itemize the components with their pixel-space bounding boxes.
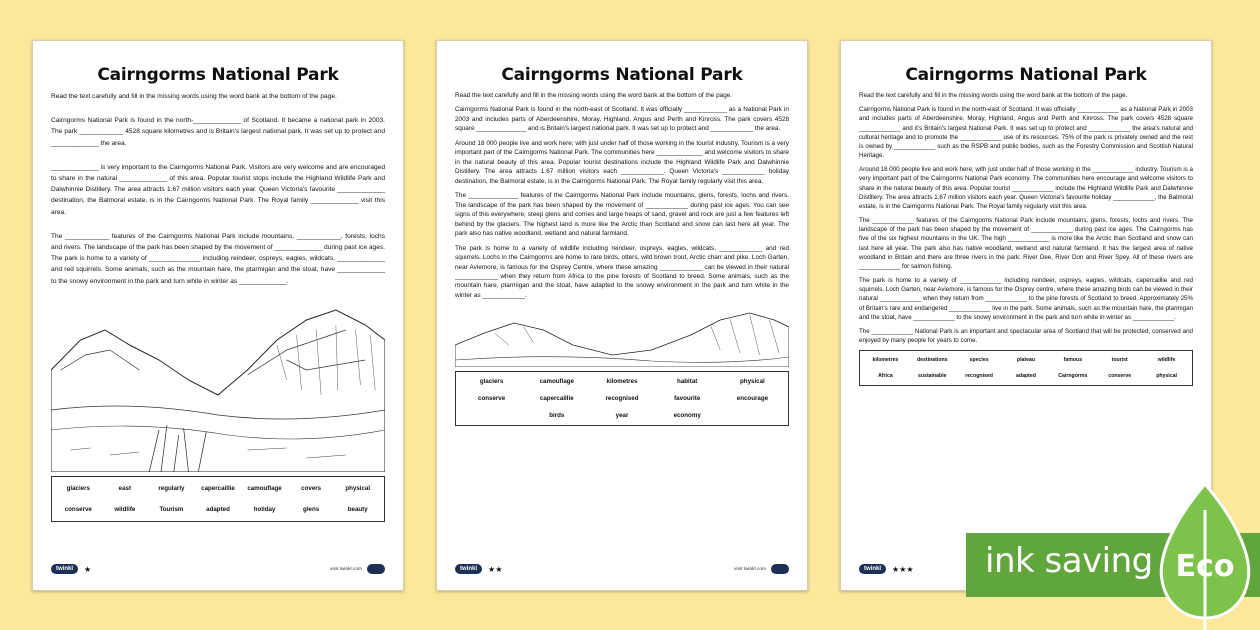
paragraph: The park is home to a variety of ____________ including reindeer, ospreys, eagles, wildcats, capercaillie and red squirrels. Loch Garten, near Aviemore, is famous for the Osprey centre, where these amazing birds can be viewed in their natural ____________ when they return from ____________ to the pine forests of Scotland to breed. Approximately 25% of Britain's rare and endangered ____________ live in the park. Some animals, such as the mountain hare, the ptarmigan and the stoat, have ____________ to the snowy environment in the park and turn white in winter as ____________. bbox=[859, 277, 1193, 321]
word-bank-item: conserve bbox=[1108, 373, 1132, 380]
twinkl-logo: twinkl bbox=[51, 564, 78, 574]
word-bank-item: sustainable bbox=[918, 373, 947, 380]
word-bank-item: recognised bbox=[965, 373, 993, 380]
paragraph: The ____________ features of the Cairngorms National Park include mountains, ____________, forests, lochs and rivers. The landscape of the park has been shaped by the movement of _____________ during past ice ages. The park is home to a variety of ______________ including reindeer, ospreys, eagles, wildcats, _____________ and red squirrels. Some animals, such as the mountain hare, the ptarmigan and the stoat, have _____________ to the snowy environment in the park and turn white in winter as _____________. bbox=[51, 232, 385, 285]
ink-saving-label: ink saving bbox=[985, 541, 1153, 581]
word-bank bbox=[51, 476, 385, 522]
word-bank-item: Cairngorms bbox=[1058, 373, 1088, 380]
word-bank-item: holiday bbox=[253, 505, 276, 513]
paragraph: Cairngorms National Park is found in the north-east of Scotland. It was officially ____________ as a National Park in 2003 and includes parts of Aberdeenshire, Moray, Highland, Angus and Perth and Kinross. The park covers 4528 square ____________ and it's Britain's largest National Park. It was set up to protect and ____________ the area's natural and cultural heritage and to promote the ____________ use of its resources. 75% of the park is privately owned and the rest is owned by ____________ such as the RSPB and public bodies, such as the Forestry Commission and Scottish Natural Heritage. bbox=[859, 106, 1193, 160]
word-bank-item: glaciers bbox=[479, 378, 504, 386]
word-bank-item: kilometres bbox=[606, 378, 638, 386]
word-bank-item: habitat bbox=[677, 378, 698, 386]
word-bank-item bbox=[460, 412, 523, 419]
word-bank-item: plateau bbox=[1016, 357, 1036, 364]
word-bank-item: favourite bbox=[674, 395, 701, 403]
word-bank-item: glaciers bbox=[66, 484, 90, 492]
worksheet-title: Cairngorms National Park bbox=[97, 65, 339, 85]
word-bank-item: physical bbox=[345, 484, 371, 492]
word-bank-item: capercaillie bbox=[201, 484, 235, 492]
word-bank-item: economy bbox=[673, 412, 701, 420]
word-bank-item: glens bbox=[303, 505, 320, 513]
word-bank-item: recognised bbox=[605, 395, 639, 403]
word-bank-item: destinations bbox=[916, 357, 948, 364]
word-bank-item: adapted bbox=[1016, 373, 1036, 380]
paragraph: _____________ is very important to the Cairngorms National Park. Visitors are very welcome and are encouraged to share in the natural _____________ of this area. Popular tourist stops include the Highland Wildlife Park and Dalwhinnie Distillery. The area attracts 1.67 million visitors each year. Queen Victoria's favourite _____________ destination, the Balmoral estate, is in the Cairngorms National Park. The Royal family _____________ visit this area. bbox=[51, 163, 385, 216]
worksheet-2-star bbox=[436, 40, 808, 591]
twinkl-logo: twinkl bbox=[859, 564, 886, 574]
paragraph: The park is home to a variety of wildlife including reindeer, ospreys, eagles, wildcats, ____________ and red squirrels. Lochs in the Cairngorms are home to rare birds, otters, wild brown trout, Arctic charr and pike. Loch Garten, near Aviemore, is famous for the Osprey Centre, where these amazing ____________ can be viewed in their natural ____________ when they return from Africa to the pine forests of Scotland to breed. Some animals, such as the mountain hare, ptarmigan and the stoat, have adapted to the snowy environment in the park and turn white in the winter as ____________. bbox=[455, 244, 789, 299]
difficulty-stars: ★★★ bbox=[892, 564, 914, 574]
word-bank-item: physical bbox=[740, 378, 765, 386]
eco-badge-label: Eco bbox=[1175, 549, 1235, 584]
word-bank-item: physical bbox=[1156, 373, 1177, 380]
word-bank bbox=[859, 350, 1193, 386]
paragraph: The ______________ features of the Cairngorms National Park include mountains, glens, forests, lochs and rivers. The landscape of the park has been shaped by the movement of ____________ during past ice ages. You can see signs of this everywhere; steep glens and corries and large heaps of sand, gravel and rock are just a few features left behind by the glaciers. The highest land is more like the Arctic than Scotland and snow can last here all year. The park also has native woodland, wetland and natural farmland. bbox=[455, 192, 789, 238]
word-bank-item: kilometres bbox=[872, 357, 899, 364]
word-bank-item: conserve bbox=[64, 505, 92, 513]
instructions: Read the text carefully and fill in the missing words using the word bank at the bottom of the page. bbox=[859, 92, 1128, 99]
word-bank-item: birds bbox=[549, 412, 565, 420]
instructions: Read the text carefully and fill in the missing words using the word bank at the bottom of the page. bbox=[455, 92, 733, 99]
paragraph: Around 18 000 people live and work here; with just under half of those working in the tourist industry. Tourism is a very important part of the Cairngorms National Park. The communities here _____________ and welcome visitors to share in the natural beauty of this area. Popular tourist destinations include the Highland Wildlife Park and Dalwhinnie Distillery. The area attracts 1.67 million visitors each ____________. Queen Victoria's ____________ holiday destination, the Balmoral estate, is in the Cairngorms National Park. The Royal family regularly visit this area. bbox=[455, 139, 789, 185]
worksheet-footer bbox=[51, 562, 385, 576]
word-bank-item: wildlife bbox=[114, 505, 136, 513]
word-bank-item: capercaillie bbox=[539, 395, 574, 403]
difficulty-stars: ★ bbox=[84, 564, 92, 574]
word-bank-item: east bbox=[118, 484, 132, 492]
word-bank-item: tourist bbox=[1111, 357, 1128, 364]
word-bank-item: regularly bbox=[158, 484, 185, 492]
footer-url: visit twinkl.com bbox=[734, 566, 766, 572]
footer-url: visit twinkl.com bbox=[330, 566, 362, 572]
worksheet-1-star bbox=[32, 40, 404, 591]
worksheet-title: Cairngorms National Park bbox=[905, 65, 1147, 85]
word-bank-item: year bbox=[615, 412, 629, 420]
word-bank-item: camouflage bbox=[539, 378, 574, 386]
worksheet-footer bbox=[455, 562, 789, 576]
word-bank-item: species bbox=[969, 357, 989, 364]
word-bank-item: covers bbox=[301, 484, 322, 492]
word-bank-item: adapted bbox=[206, 505, 230, 513]
paragraph: Cairngorms National Park is found in the north-east of Scotland. It was officially ____________ as a National Park in 2003 and includes parts of Aberdeenshire, Moray, Highland, Angus and Perth and Kinross. The park covers 4528 square ______________ and is Britain's largest national park. It was set up to protect and ____________ the area. bbox=[455, 106, 789, 133]
word-bank bbox=[455, 371, 789, 426]
twinkl-logo: twinkl bbox=[455, 564, 482, 574]
worksheet-title: Cairngorms National Park bbox=[501, 65, 743, 85]
paragraph: Around 18 000 people live and work here; with just under half of those working in the ____________ industry. Tourism is a very important part of the Cairngorms National Park economy. The communities here encourage and welcome visitors to share in the natural beauty of this area. Popular tourist ____________ include the Highland Wildlife Park and Dalwhinnie Distillery. The area attracts 1.67 million visitors each year. Queen Victoria's favourite holiday ____________, the Balmoral estate, is in the Cairngorms National Park. The Royal family regularly visit this area. bbox=[859, 166, 1193, 210]
word-bank-item: Africa bbox=[878, 373, 893, 380]
paragraph: Cairngorms National Park is found in the north-_____________ of Scotland. It became a national park in 2003. The park ____________ 4528 square kilometres and is Britain's largest national park. It was set up to protect and _____________ the area. bbox=[51, 117, 385, 147]
quality-badge-icon bbox=[771, 564, 789, 574]
paragraph: The ____________ features of the Cairngorms National Park include mountains, glens, forests, lochs and rivers. The landscape of the park has been shaped by the movement of ____________ during past ice ages. The Cairngorms has five of the six highest mountains in the UK. The high ____________ is more like the Arctic than Scotland and snow can last here all year. The park also has native woodland, wetland and natural farmland. It has the largest area of native woodland in Britain and there are three rivers in the park: River Dee, River Don and River Spey. All of these rivers are ____________ for salmon fishing. bbox=[859, 217, 1193, 270]
word-bank-item: beauty bbox=[347, 505, 368, 513]
word-bank-item: wildlife bbox=[1157, 357, 1176, 364]
mountain-landscape-illustration bbox=[51, 300, 385, 472]
eco-leaf-icon bbox=[1150, 480, 1260, 630]
instructions: Read the text carefully and fill in the missing words using the word bank at the bottom of the page. bbox=[51, 93, 337, 100]
word-bank-item: camouflage bbox=[247, 484, 282, 492]
word-bank-item: encourage bbox=[736, 395, 769, 403]
paragraph: The ____________ National Park is an important and spectacular area of Scotland that will be protected, conserved and enjoyed by many people for years to come. bbox=[859, 327, 1193, 345]
difficulty-stars: ★★ bbox=[488, 564, 503, 574]
word-bank-item: conserve bbox=[478, 395, 506, 403]
word-bank-item: Tourism bbox=[159, 505, 184, 513]
quality-badge-icon bbox=[367, 564, 385, 574]
mountain-landscape-illustration bbox=[455, 305, 789, 367]
word-bank-item: famous bbox=[1063, 357, 1083, 364]
